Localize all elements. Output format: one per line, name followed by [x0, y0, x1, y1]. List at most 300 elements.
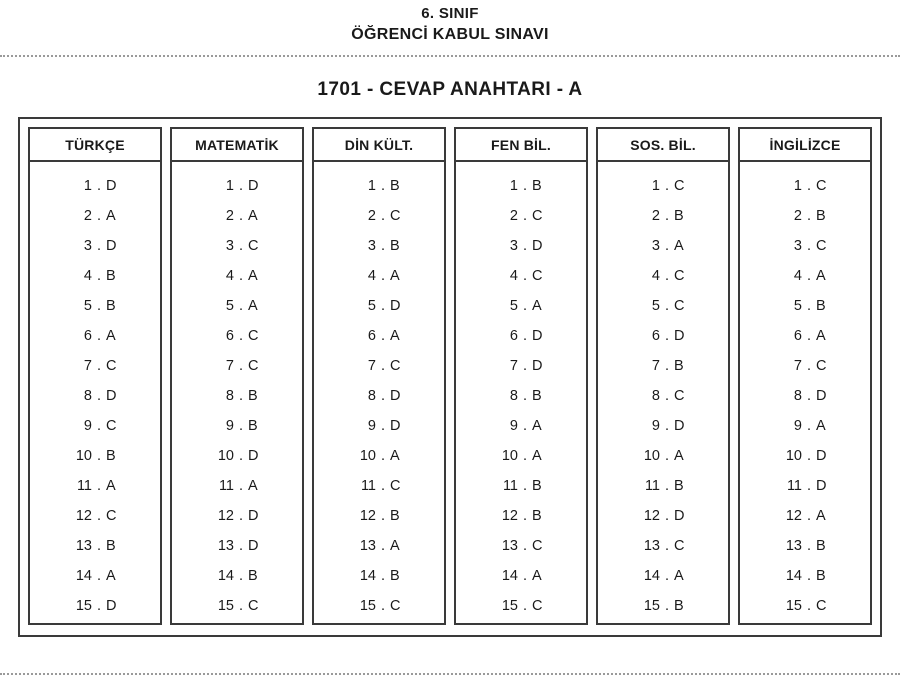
separator-dot: . — [664, 388, 670, 404]
question-number: 2 — [793, 208, 802, 224]
answer-letter: B — [106, 268, 116, 284]
answer-letter: B — [390, 568, 400, 584]
answer-letter: C — [532, 208, 543, 224]
answer-letter: A — [816, 328, 826, 344]
answer-letter: C — [816, 358, 827, 374]
question-number: 12 — [501, 508, 518, 524]
answer-letter: B — [248, 388, 258, 404]
separator-dot: . — [522, 298, 528, 314]
separator-dot: . — [522, 238, 528, 254]
answer-letter: D — [532, 328, 543, 344]
separator-dot: . — [664, 538, 670, 554]
answer-letter: A — [390, 448, 400, 464]
answer-column — [738, 127, 872, 625]
separator-dot: . — [522, 508, 528, 524]
answer-letter: C — [816, 178, 827, 194]
answer-key-table — [18, 117, 882, 637]
separator-dot: . — [522, 268, 528, 284]
answer-letter: C — [106, 508, 117, 524]
question-number: 14 — [785, 568, 802, 584]
answer-letter: B — [106, 298, 116, 314]
answer-row — [172, 321, 302, 351]
separator-dot: . — [96, 568, 102, 584]
answer-row — [30, 291, 160, 321]
answer-row — [456, 501, 586, 531]
question-number: 2 — [651, 208, 660, 224]
answer-row — [456, 591, 586, 621]
answer-letter: D — [248, 448, 259, 464]
page-title: 1701 - CEVAP ANAHTARI - A — [317, 79, 583, 100]
separator-dot: . — [380, 298, 386, 314]
answer-column — [454, 127, 588, 625]
answer-letter: D — [674, 508, 685, 524]
answer-letter: C — [106, 358, 117, 374]
separator-dot: . — [380, 208, 386, 224]
answer-row — [598, 291, 728, 321]
separator-dot: . — [238, 358, 244, 374]
question-number: 1 — [83, 178, 92, 194]
answer-letter: C — [674, 178, 685, 194]
answer-letter: A — [532, 418, 542, 434]
separator-dot: . — [522, 598, 528, 614]
answer-letter: D — [532, 358, 543, 374]
answer-row — [30, 411, 160, 441]
answer-row — [598, 381, 728, 411]
separator-dot: . — [664, 568, 670, 584]
answer-letter: C — [816, 238, 827, 254]
separator-dot: . — [380, 418, 386, 434]
answer-row — [172, 531, 302, 561]
answer-row — [740, 291, 870, 321]
question-number: 1 — [509, 178, 518, 194]
question-number: 13 — [359, 538, 376, 554]
question-number: 9 — [651, 418, 660, 434]
question-number: 6 — [509, 328, 518, 344]
question-number: 4 — [509, 268, 518, 284]
separator-dot: . — [96, 328, 102, 344]
answer-row — [30, 321, 160, 351]
separator-dot: . — [806, 238, 812, 254]
question-number: 3 — [509, 238, 518, 254]
question-number: 6 — [83, 328, 92, 344]
question-number: 12 — [785, 508, 802, 524]
separator-dot: . — [238, 298, 244, 314]
answer-row — [456, 441, 586, 471]
answer-row — [172, 381, 302, 411]
answer-letter: A — [106, 478, 116, 494]
answer-row — [172, 411, 302, 441]
question-number: 1 — [367, 178, 376, 194]
answer-columns — [28, 127, 872, 625]
separator-dot: . — [664, 298, 670, 314]
answer-row — [456, 561, 586, 591]
question-number: 3 — [367, 238, 376, 254]
answer-row — [172, 201, 302, 231]
question-number: 2 — [367, 208, 376, 224]
answer-row — [314, 471, 444, 501]
question-number: 5 — [367, 298, 376, 314]
answer-letter: B — [816, 538, 826, 554]
answer-letter: C — [248, 238, 259, 254]
separator-dot: . — [522, 418, 528, 434]
separator-dot: . — [380, 388, 386, 404]
answer-row — [172, 501, 302, 531]
separator-dot: . — [380, 568, 386, 584]
answer-letter: D — [532, 238, 543, 254]
answer-letter: A — [248, 208, 258, 224]
answer-letter: A — [532, 568, 542, 584]
question-number: 4 — [651, 268, 660, 284]
answer-list — [172, 162, 302, 625]
answer-row — [598, 561, 728, 591]
answer-row — [30, 591, 160, 621]
question-number: 9 — [793, 418, 802, 434]
answer-row — [598, 231, 728, 261]
answer-letter: D — [106, 388, 117, 404]
question-number: 13 — [501, 538, 518, 554]
separator-dot: . — [522, 328, 528, 344]
separator-dot: . — [664, 598, 670, 614]
separator-dot: . — [664, 268, 670, 284]
answer-letter: B — [674, 478, 684, 494]
separator-dot: . — [380, 538, 386, 554]
question-number: 7 — [651, 358, 660, 374]
separator-dot: . — [380, 238, 386, 254]
answer-row — [30, 531, 160, 561]
answer-row — [172, 171, 302, 201]
answer-row — [456, 261, 586, 291]
answer-letter: A — [674, 568, 684, 584]
answer-row — [314, 231, 444, 261]
answer-row — [172, 231, 302, 261]
answer-list — [30, 162, 160, 625]
answer-letter: A — [816, 418, 826, 434]
column-header: İNGİLİZCE — [740, 129, 870, 162]
separator-dot: . — [96, 298, 102, 314]
answer-letter: D — [248, 538, 259, 554]
question-number: 15 — [643, 598, 660, 614]
answer-row — [172, 441, 302, 471]
answer-row — [314, 321, 444, 351]
question-number: 10 — [643, 448, 660, 464]
answer-letter: B — [248, 418, 258, 434]
separator-dot: . — [238, 178, 244, 194]
question-number: 9 — [509, 418, 518, 434]
answer-row — [598, 531, 728, 561]
answer-letter: A — [390, 328, 400, 344]
separator-dot: . — [380, 178, 386, 194]
question-number: 14 — [643, 568, 660, 584]
separator-dot: . — [96, 208, 102, 224]
separator-dot: . — [96, 598, 102, 614]
separator-dot: . — [806, 208, 812, 224]
answer-row — [740, 441, 870, 471]
question-number: 5 — [509, 298, 518, 314]
answer-row — [740, 321, 870, 351]
question-number: 8 — [225, 388, 234, 404]
answer-row — [30, 201, 160, 231]
answer-row — [456, 471, 586, 501]
answer-letter: D — [248, 508, 259, 524]
answer-list — [740, 162, 870, 625]
answer-letter: A — [106, 328, 116, 344]
question-number: 13 — [75, 538, 92, 554]
answer-letter: C — [248, 598, 259, 614]
question-number: 15 — [75, 598, 92, 614]
question-number: 12 — [643, 508, 660, 524]
separator-dot: . — [806, 358, 812, 374]
separator-dot: . — [806, 538, 812, 554]
separator-dot: . — [664, 238, 670, 254]
question-number: 11 — [644, 478, 660, 494]
answer-row — [740, 351, 870, 381]
separator-dot: . — [380, 478, 386, 494]
answer-row — [172, 471, 302, 501]
question-number: 14 — [75, 568, 92, 584]
answer-row — [30, 441, 160, 471]
answer-letter: D — [390, 298, 401, 314]
separator-dot: . — [522, 388, 528, 404]
separator-dot: . — [522, 358, 528, 374]
separator-dot: . — [238, 268, 244, 284]
separator-dot: . — [238, 538, 244, 554]
question-number: 7 — [83, 358, 92, 374]
question-number: 8 — [83, 388, 92, 404]
question-number: 15 — [217, 598, 234, 614]
question-number: 7 — [367, 358, 376, 374]
answer-letter: B — [390, 238, 400, 254]
answer-letter: D — [106, 178, 117, 194]
answer-row — [172, 561, 302, 591]
separator-dot: . — [96, 478, 102, 494]
separator-dot: . — [522, 568, 528, 584]
question-number: 3 — [225, 238, 234, 254]
answer-row — [598, 471, 728, 501]
column-header: TÜRKÇE — [30, 129, 160, 162]
separator-dot: . — [238, 208, 244, 224]
answer-row — [172, 291, 302, 321]
question-number: 1 — [225, 178, 234, 194]
answer-letter: C — [674, 268, 685, 284]
answer-row — [456, 291, 586, 321]
answer-letter: C — [248, 358, 259, 374]
separator-dot: . — [806, 328, 812, 344]
question-number: 13 — [643, 538, 660, 554]
separator-dot: . — [664, 328, 670, 344]
question-number: 5 — [793, 298, 802, 314]
question-number: 3 — [651, 238, 660, 254]
answer-row — [740, 531, 870, 561]
separator-dot: . — [522, 478, 528, 494]
answer-letter: A — [532, 448, 542, 464]
separator-dot: . — [238, 388, 244, 404]
separator-dot: . — [380, 598, 386, 614]
grade-level-text: 6. SINIF — [421, 5, 479, 22]
question-number: 6 — [651, 328, 660, 344]
answer-letter: D — [106, 598, 117, 614]
question-number: 6 — [225, 328, 234, 344]
answer-row — [30, 381, 160, 411]
answer-row — [456, 201, 586, 231]
answer-list — [314, 162, 444, 625]
answer-letter: A — [390, 538, 400, 554]
question-number: 11 — [76, 478, 92, 494]
answer-letter: D — [816, 388, 827, 404]
question-number: 12 — [217, 508, 234, 524]
answer-row — [30, 471, 160, 501]
question-number: 14 — [501, 568, 518, 584]
separator-dot: . — [96, 358, 102, 374]
answer-letter: C — [532, 538, 543, 554]
separator-dot: . — [96, 388, 102, 404]
answer-letter: D — [674, 418, 685, 434]
question-number: 2 — [83, 208, 92, 224]
answer-letter: A — [390, 268, 400, 284]
answer-letter: B — [106, 538, 116, 554]
separator-dot: . — [664, 208, 670, 224]
answer-row — [314, 531, 444, 561]
answer-row — [740, 201, 870, 231]
answer-row — [172, 261, 302, 291]
question-number: 9 — [367, 418, 376, 434]
answer-letter: B — [532, 178, 542, 194]
answer-letter: B — [106, 448, 116, 464]
answer-column — [312, 127, 446, 625]
answer-letter: A — [674, 238, 684, 254]
question-number: 15 — [501, 598, 518, 614]
question-number: 4 — [83, 268, 92, 284]
question-number: 7 — [509, 358, 518, 374]
separator-dot: . — [664, 508, 670, 524]
answer-letter: C — [532, 268, 543, 284]
question-number: 11 — [786, 478, 802, 494]
answer-letter: B — [674, 208, 684, 224]
answer-letter: B — [532, 388, 542, 404]
answer-row — [740, 561, 870, 591]
answer-row — [30, 261, 160, 291]
question-number: 5 — [225, 298, 234, 314]
column-header: FEN BİL. — [456, 129, 586, 162]
answer-row — [598, 411, 728, 441]
separator-dot: . — [238, 418, 244, 434]
answer-letter: A — [248, 478, 258, 494]
answer-letter: B — [532, 478, 542, 494]
answer-letter: C — [390, 208, 401, 224]
answer-row — [598, 261, 728, 291]
answer-letter: A — [248, 298, 258, 314]
question-number: 10 — [217, 448, 234, 464]
answer-row — [314, 411, 444, 441]
answer-row — [740, 471, 870, 501]
answer-row — [598, 501, 728, 531]
separator-dot: . — [238, 238, 244, 254]
answer-row — [314, 291, 444, 321]
answer-row — [598, 321, 728, 351]
separator-dot: . — [96, 448, 102, 464]
separator-dot: . — [522, 538, 528, 554]
separator-dot: . — [664, 478, 670, 494]
answer-row — [314, 171, 444, 201]
separator-dot: . — [522, 178, 528, 194]
answer-letter: A — [106, 208, 116, 224]
answer-row — [314, 351, 444, 381]
separator-dot: . — [664, 448, 670, 464]
answer-letter: A — [532, 298, 542, 314]
separator-dot: . — [96, 178, 102, 194]
question-number: 8 — [509, 388, 518, 404]
separator-dot: . — [380, 448, 386, 464]
question-number: 5 — [83, 298, 92, 314]
question-number: 13 — [217, 538, 234, 554]
answer-row — [598, 171, 728, 201]
separator-dot: . — [806, 568, 812, 584]
answer-row — [740, 231, 870, 261]
answer-letter: C — [248, 328, 259, 344]
answer-row — [30, 561, 160, 591]
separator-dot: . — [806, 448, 812, 464]
question-number: 1 — [651, 178, 660, 194]
answer-letter: D — [816, 448, 827, 464]
separator-dot: . — [96, 418, 102, 434]
answer-letter: B — [248, 568, 258, 584]
question-number: 12 — [75, 508, 92, 524]
answer-row — [598, 591, 728, 621]
question-number: 14 — [359, 568, 376, 584]
answer-letter: D — [674, 328, 685, 344]
answer-letter: D — [390, 388, 401, 404]
answer-column — [596, 127, 730, 625]
question-number: 3 — [83, 238, 92, 254]
answer-column — [28, 127, 162, 625]
answer-letter: B — [674, 598, 684, 614]
question-number: 11 — [360, 478, 376, 494]
separator-dot: . — [806, 418, 812, 434]
answer-letter: A — [816, 268, 826, 284]
question-number: 2 — [225, 208, 234, 224]
answer-letter: C — [674, 538, 685, 554]
question-number: 8 — [367, 388, 376, 404]
answer-row — [456, 381, 586, 411]
question-number: 15 — [359, 598, 376, 614]
answer-row — [314, 561, 444, 591]
question-number: 14 — [217, 568, 234, 584]
answer-row — [456, 321, 586, 351]
separator-dot: . — [806, 478, 812, 494]
answer-letter: D — [248, 178, 259, 194]
separator-dot: . — [806, 268, 812, 284]
answer-row — [740, 411, 870, 441]
answer-column — [170, 127, 304, 625]
separator-dot: . — [806, 598, 812, 614]
answer-row — [740, 171, 870, 201]
answer-row — [314, 441, 444, 471]
answer-letter: D — [106, 238, 117, 254]
separator-dot: . — [238, 478, 244, 494]
question-number: 10 — [75, 448, 92, 464]
question-number: 10 — [359, 448, 376, 464]
answer-row — [314, 201, 444, 231]
question-number: 11 — [502, 478, 518, 494]
separator-dot: . — [96, 538, 102, 554]
answer-row — [30, 501, 160, 531]
answer-row — [30, 231, 160, 261]
separator-dot: . — [238, 328, 244, 344]
exam-title-text: ÖĞRENCİ KABUL SINAVI — [351, 26, 549, 43]
answer-letter: C — [106, 418, 117, 434]
question-number: 9 — [225, 418, 234, 434]
answer-letter: B — [390, 178, 400, 194]
separator-dot: . — [380, 268, 386, 284]
